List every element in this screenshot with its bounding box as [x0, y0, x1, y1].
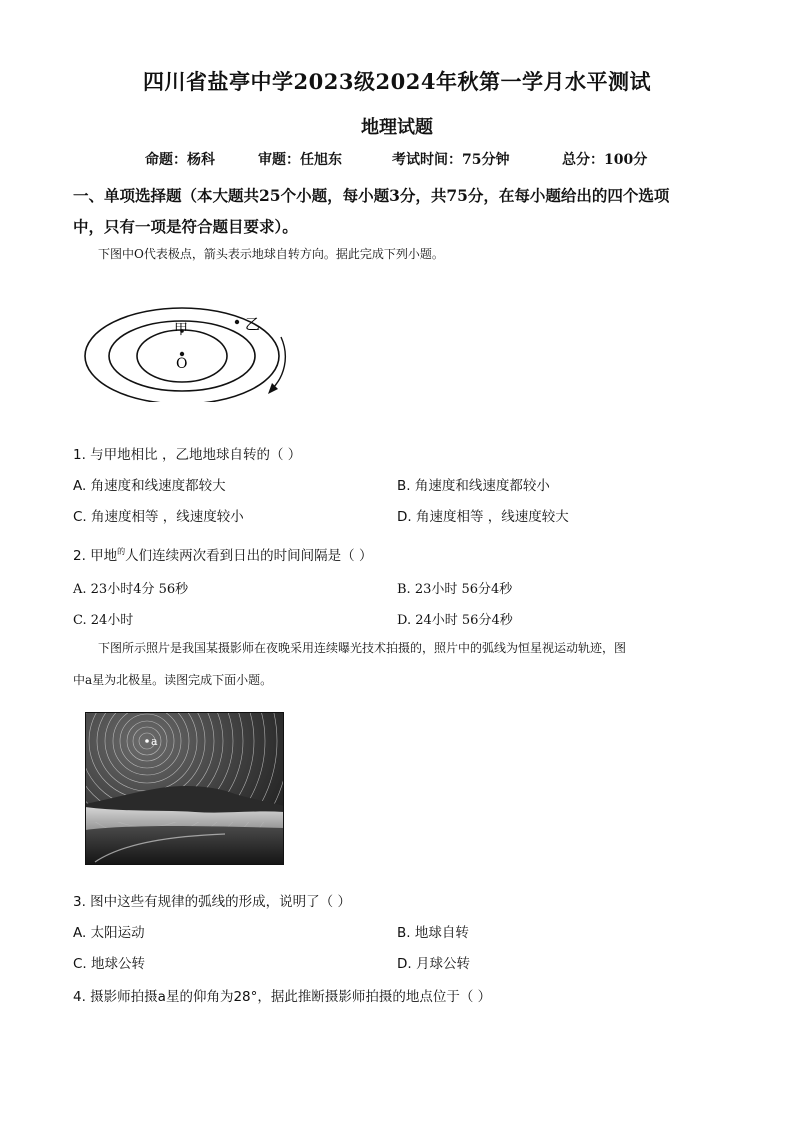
exam-title: 四川省盐亭中学2023级2024年秋第一学月水平测试 [143, 69, 651, 94]
q2-stem-small: 的 [117, 547, 126, 556]
q3-option-d: D. 月球公转 [397, 956, 470, 972]
ground [85, 826, 284, 865]
intro2-line-2: 中a星为北极星。读图完成下面小题。 [73, 673, 273, 687]
reviewer-label: 审题：任旭东 [258, 152, 342, 168]
q3-option-a: A. 太阳运动 [73, 925, 145, 941]
q2-option-a: A. 23小时4分 56秒 [73, 582, 189, 597]
q3-option-b: B. 地球自转 [397, 925, 469, 941]
point-yi-marker [235, 320, 239, 324]
score-label: 总分：100分 [562, 152, 648, 168]
q2-stem-post: 人们连续两次看到日出的时间间隔是（ ） [125, 548, 373, 564]
q2-option-c: C. 24小时 [73, 613, 134, 628]
polaris-star [145, 739, 149, 743]
label-a: a [151, 735, 158, 748]
label-yi: 乙 [245, 315, 261, 333]
q1-option-c: C. 角速度相等 ，线速度较小 [73, 509, 244, 525]
intro2-line-1: 下图所示照片是我国某摄影师在夜晚采用连续曝光技术拍摄的，照片中的弧线为恒星视运动轨迹，图 [98, 641, 627, 655]
polar-rotation-diagram [82, 277, 300, 402]
star-trail-photo [85, 712, 284, 865]
q2-option-d: D. 24小时 56分4秒 [397, 613, 513, 628]
time-label: 考试时间：75分钟 [392, 152, 510, 168]
intro-paragraph-2 [98, 633, 728, 663]
question-4-stem: 4. 摄影师拍摄a星的仰角为28°，据此推断摄影师拍摄的地点位于（ ） [73, 989, 492, 1005]
author-label: 命题：杨科 [145, 152, 215, 168]
label-o: O [176, 356, 188, 372]
q2-option-b: B. 23小时 56分4秒 [397, 582, 513, 597]
q2-stem-pre: 2. 甲地 [73, 548, 118, 564]
q3-option-c: C. 地球公转 [73, 956, 146, 972]
question-3-stem: 3. 图中这些有规律的弧线的形成，说明了（ ） [73, 894, 351, 910]
question-2-stem [73, 544, 372, 564]
section-line-2: 中，只有一项是符合题目要求）。 [73, 217, 298, 236]
section-line-1: 一、单项选择题（本大题共25个小题，每小题3分，共75分，在每小题给出的四个选项 [73, 186, 670, 205]
question-1-stem: 1. 与甲地相比 ，乙地地球自转的（ ） [73, 447, 302, 463]
exam-subject: 地理试题 [361, 117, 433, 138]
q1-option-b: B. 角速度和线速度都较小 [397, 478, 550, 494]
q1-option-a: A. 角速度和线速度都较大 [73, 478, 226, 494]
section-heading [73, 180, 723, 242]
q1-option-d: D. 角速度相等 ，线速度较大 [397, 509, 569, 525]
intro-paragraph-1: 下图中O代表极点，箭头表示地球自转方向。据此完成下列小题。 [98, 247, 444, 261]
intro-paragraph-2-cont [73, 665, 723, 695]
label-jia: 甲 [174, 322, 188, 338]
